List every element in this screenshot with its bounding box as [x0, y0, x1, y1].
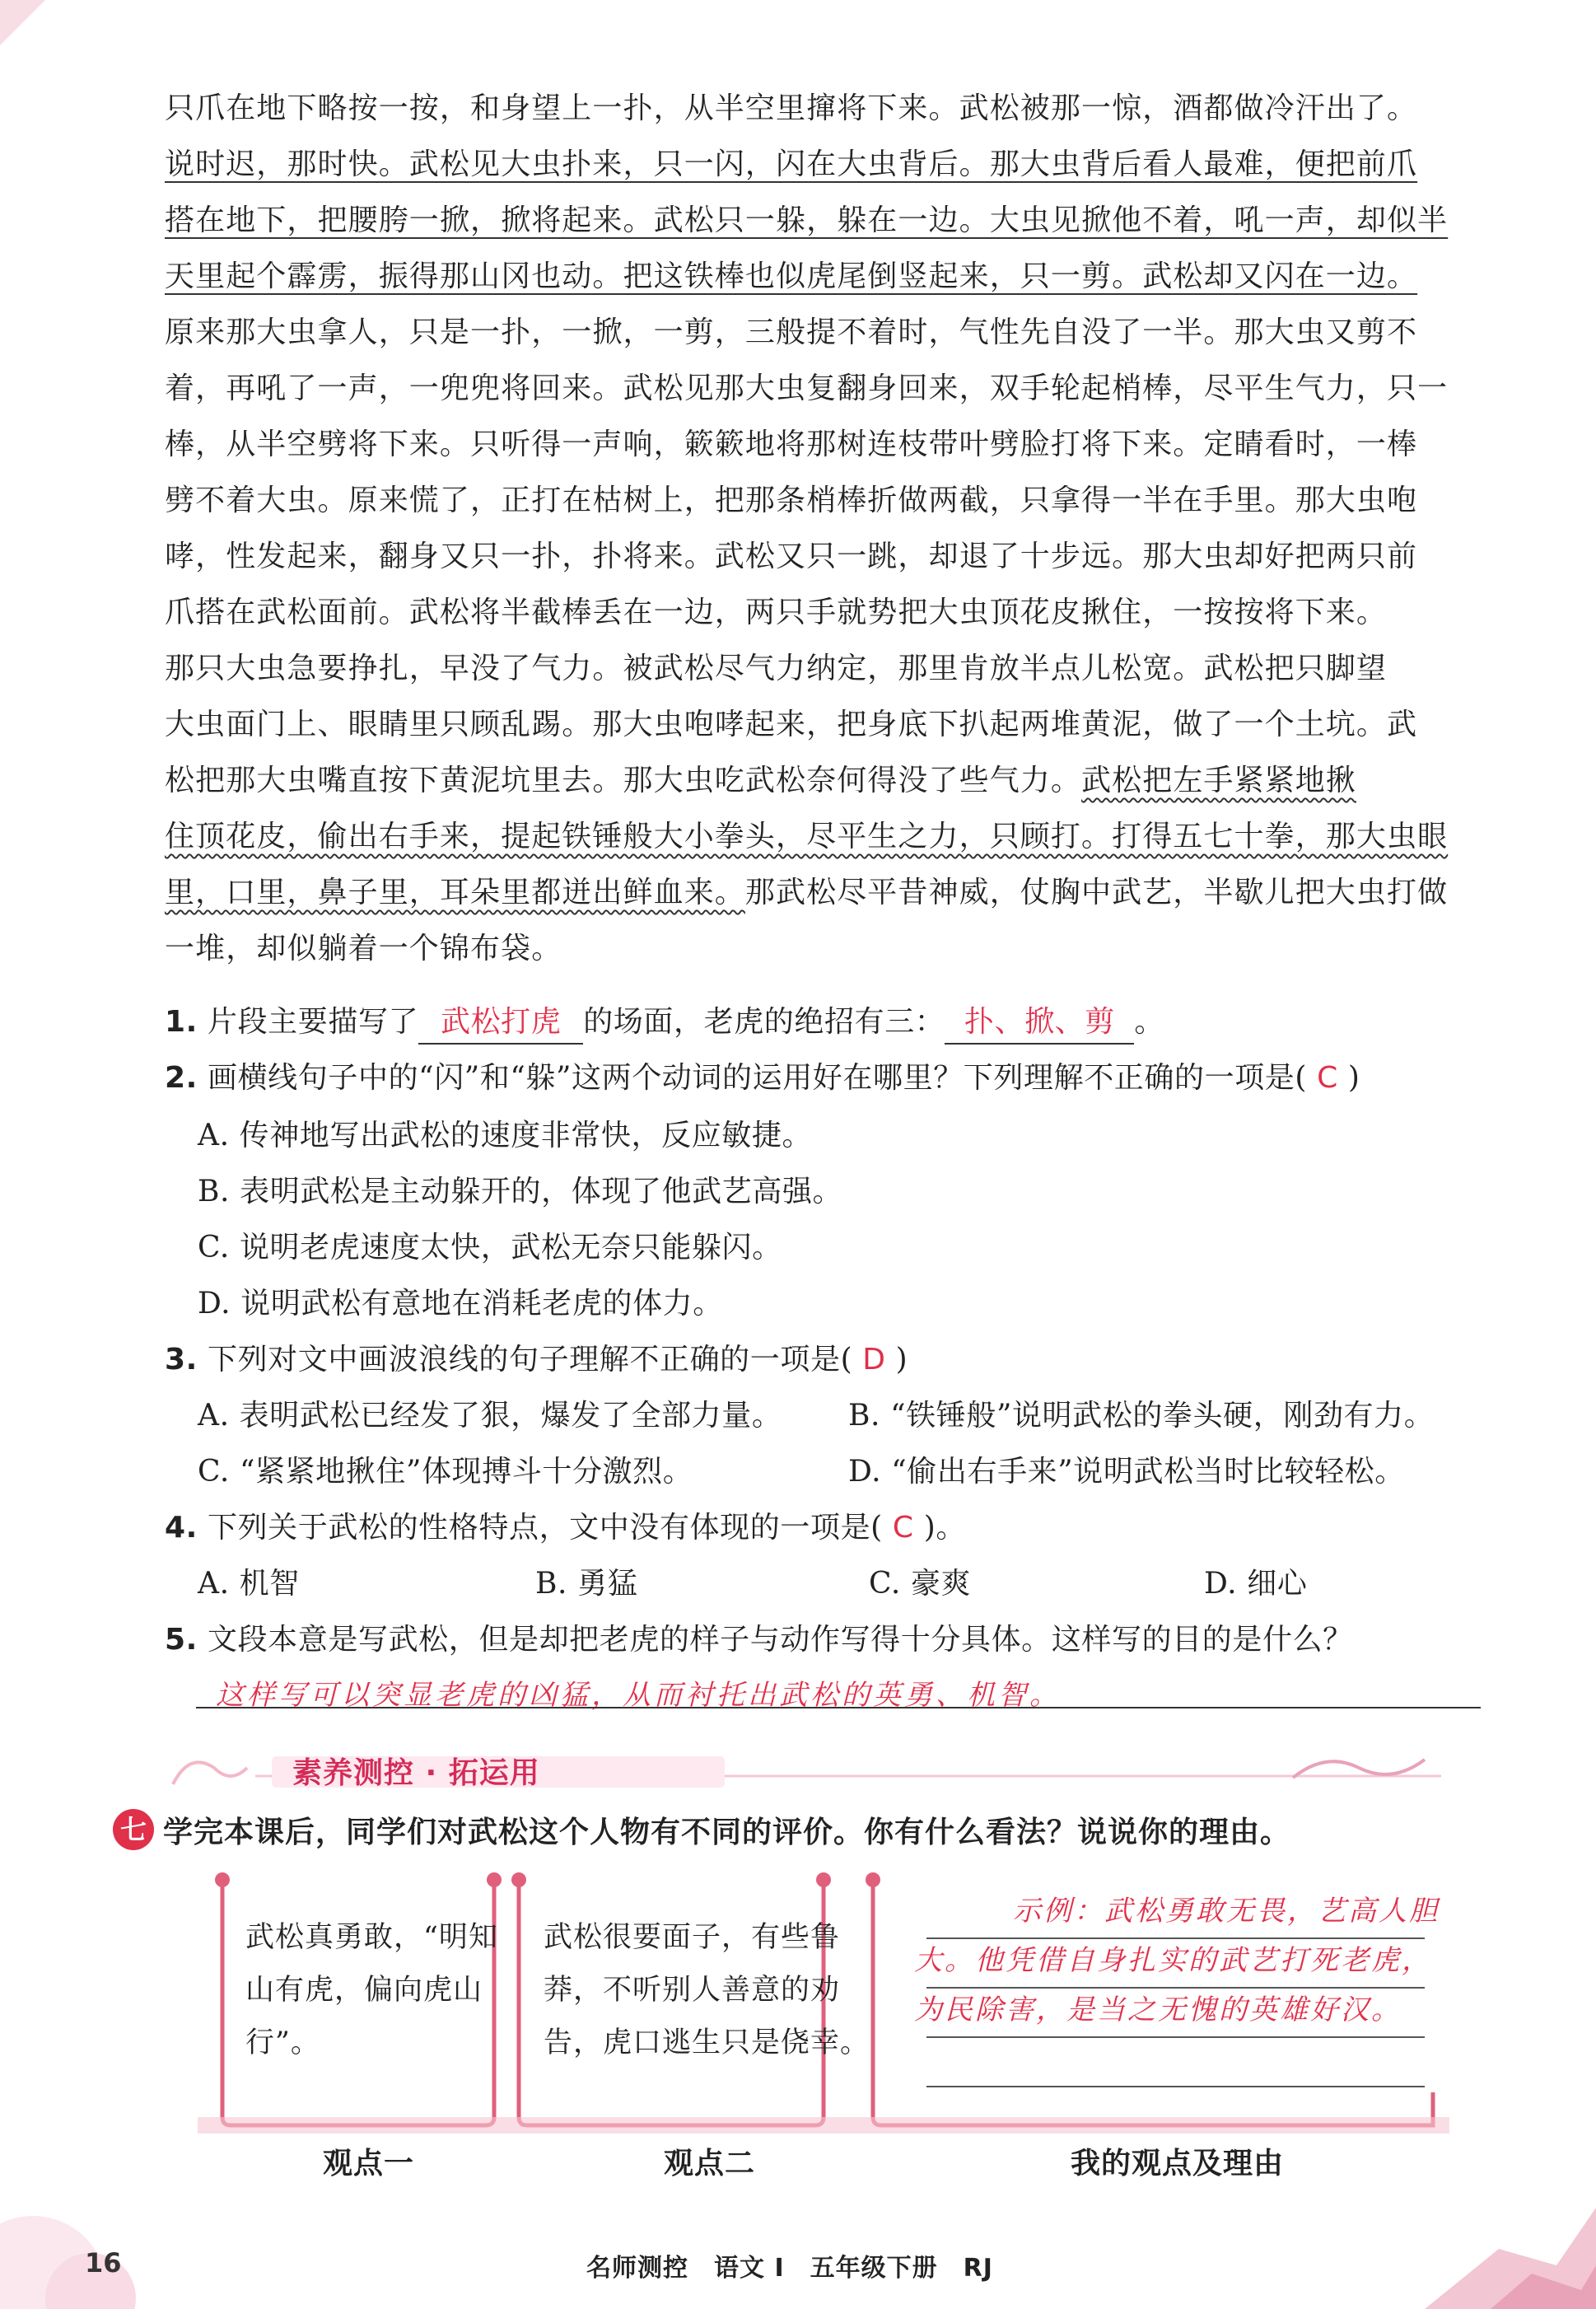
corner-decoration-top-left [0, 0, 49, 49]
answer-blank[interactable]: 武松打虎 [418, 1002, 583, 1045]
question-number: 3. [165, 1343, 198, 1377]
card-1-label: 观点一 [323, 2147, 415, 2180]
footer-title: 名师测控 语文 I 五年级下册 RJ [586, 2254, 993, 2283]
option: B. “铁锤般”说明武松的拳头硬，刚劲有力。 [848, 1399, 1435, 1433]
answer-line [196, 1707, 1481, 1708]
passage [165, 81, 1481, 977]
passage-line [165, 809, 1481, 865]
question-text: )。 [923, 1511, 966, 1545]
passage-line [165, 193, 1481, 249]
option: B. 表明武松是主动躲开的，体现了他武艺高强。 [198, 1175, 843, 1208]
answer-choice[interactable]: D [862, 1343, 886, 1377]
question-4 [165, 1504, 966, 1546]
option: C. “紧紧地揪住”体现搏斗十分激烈。 [198, 1455, 693, 1489]
wavy-underlined-sentence: 武松把左手紧紧地揪 [1081, 764, 1356, 797]
question-number: 1. [165, 1005, 198, 1039]
passage-line: 着，再吼了一声，一兜兜将回来。武松见那大虫复翻身回来，双手轮起梢棒，尽平生气力，只一 [165, 372, 1449, 405]
question-text: 的场面，老虎的绝招有三： [583, 1005, 945, 1039]
passage-line: 爪搭在武松面前。武松将半截棒丢在一边，两只手就势把大虫顶花皮揪住，一按按将下来。 [165, 596, 1388, 629]
answer-choice[interactable]: C [892, 1511, 914, 1545]
question-text: 。 [1134, 1005, 1164, 1039]
answer-blank[interactable]: 扑、掀、剪 [945, 1002, 1134, 1045]
underlined-sentence: 搭在地下，把腰胯一掀，掀将起来。武松只一躲，躲在一边。大虫见掀他不着，吼一声，却似半 [165, 203, 1449, 237]
passage-text: 那武松尽平昔神威，仗胸中武艺，半歇儿把大虫打做 [744, 876, 1449, 909]
option: B. 勇猛 [535, 1567, 638, 1601]
passage-line [165, 865, 1481, 921]
question-text: 下列关于武松的性格特点，文中没有体现的一项是( [207, 1511, 883, 1545]
passage-text: 松把那大虫嘴直按下黄泥坑里去。那大虫吃武松奈何得没了些气力。 [165, 764, 1082, 797]
answer-handwritten[interactable]: 这样写可以突显老虎的凶猛，从而衬托出武松的英勇、机智。 [216, 1679, 1061, 1712]
page-number: 16 [85, 2247, 122, 2279]
passage-line: 一堆，却似躺着一个锦布袋。 [165, 932, 562, 965]
passage-line: 劈不着大虫。原来慌了，正打在枯树上，把那条梢棒折做两截，只拿得一半在手里。那大虫咆 [165, 484, 1418, 517]
option: C. 说明老虎速度太快，武松无奈只能躲闪。 [198, 1231, 782, 1264]
passage-line: 那只大虫急要挣扎，早没了气力。被武松尽气力纳定，那里肯放半点儿松宽。武松把只脚望 [165, 652, 1388, 685]
question-5 [165, 1616, 1353, 1658]
card-3-label: 我的观点及理由 [1071, 2147, 1285, 2180]
passage-line [165, 249, 1481, 305]
underlined-sentence: 天里起个霹雳，振得那山冈也动。把这铁棒也似虎尾倒竖起来，只一剪。武松却又闪在一边。 [165, 259, 1418, 293]
passage-line: 只爪在地下略按一按，和身望上一扑，从半空里撺将下来。武松被那一惊，酒都做冷汗出了。 [165, 91, 1418, 125]
question-3 [165, 1336, 908, 1378]
question-1 [165, 998, 1164, 1045]
option: D. “偷出右手来”说明武松当时比较轻松。 [848, 1455, 1405, 1489]
passage-line: 棒，从半空劈将下来。只听得一声响，簌簌地将那树连枝带叶劈脸打将下来。定睛看时，一棒 [165, 428, 1418, 461]
answer-line [926, 2036, 1425, 2038]
passage-line [165, 753, 1481, 809]
option: D. 细心 [1204, 1567, 1308, 1601]
option: A. 表明武松已经发了狠，爆发了全部力量。 [198, 1399, 782, 1433]
corner-decoration-bottom-left [0, 2175, 214, 2309]
underlined-sentence: 说时迟，那时快。武松见大虫扑来，只一闪，闪在大虫背后。那大虫背后看人最难，便把前爪 [165, 147, 1418, 181]
question-text: ) [895, 1343, 908, 1377]
option: C. 豪爽 [869, 1567, 972, 1601]
answer-choice[interactable]: C [1317, 1061, 1338, 1095]
question-7-text: 学完本课后，同学们对武松这个人物有不同的评价。你有什么看法？说说你的理由。 [163, 1816, 1291, 1849]
question-badge: 七 [113, 1809, 154, 1850]
passage-line: 原来那大虫拿人，只是一扑，一掀，一剪，三般提不着时，气性先自没了一半。那大虫又剪不 [165, 316, 1418, 349]
question-text: ) [1347, 1061, 1360, 1095]
question-number: 5. [165, 1623, 198, 1657]
question-text: 画横线句子中的“闪”和“躲”这两个动词的运用好在哪里？下列理解不正确的一项是( [207, 1061, 1308, 1095]
passage-line [165, 137, 1481, 193]
card-2-label: 观点二 [664, 2147, 756, 2180]
card-2-text: 武松很要面子，有些鲁莽，不听别人善意的劝告，虎口逃生只是侥幸。 [544, 1921, 870, 2059]
question-number: 4. [165, 1511, 198, 1545]
section-title: 素养测控 · 拓运用 [292, 1756, 540, 1790]
option: A. 机智 [198, 1567, 300, 1601]
question-text: 文段本意是写武松，但是却把老虎的样子与动作写得十分具体。这样写的目的是什么？ [207, 1623, 1353, 1657]
card-1-text: 武松真勇敢，“明知山有虎，偏向虎山行”。 [245, 1921, 498, 2059]
answer-line [926, 2086, 1425, 2087]
option: A. 传神地写出武松的速度非常快，反应敏捷。 [198, 1119, 813, 1152]
passage-line: 大虫面门上、眼睛里只顾乱踢。那大虫咆哮起来，把身底下扒起两堆黄泥，做了一个土坑。武 [165, 708, 1418, 741]
wavy-underlined-sentence: 里，口里，鼻子里，耳朵里都迸出鲜血来。 [165, 876, 745, 909]
corner-decoration-bottom-right [1392, 2158, 1596, 2309]
question-text: 片段主要描写了 [207, 1005, 419, 1039]
option: D. 说明武松有意地在消耗老虎的体力。 [198, 1287, 723, 1320]
question-number: 2. [165, 1061, 198, 1095]
passage-line: 哮，性发起来，翻身又只一扑，扑将来。武松又只一跳，却退了十步远。那大虫却好把两只前 [165, 540, 1418, 573]
question-text: 下列对文中画波浪线的句子理解不正确的一项是( [207, 1343, 853, 1377]
my-opinion-answer[interactable]: 示例：武松勇敢无畏，艺高人胆大。他凭借自身扎实的武艺打死老虎，为民除害，是当之无愧的英雄好汉。 [914, 1895, 1440, 2026]
question-2 [165, 1054, 1360, 1096]
wavy-underlined-sentence: 住顶花皮，偷出右手来，提起铁锤般大小拳头，尽平生之力，只顾打。打得五七十拳，那大虫眼 [165, 820, 1449, 853]
